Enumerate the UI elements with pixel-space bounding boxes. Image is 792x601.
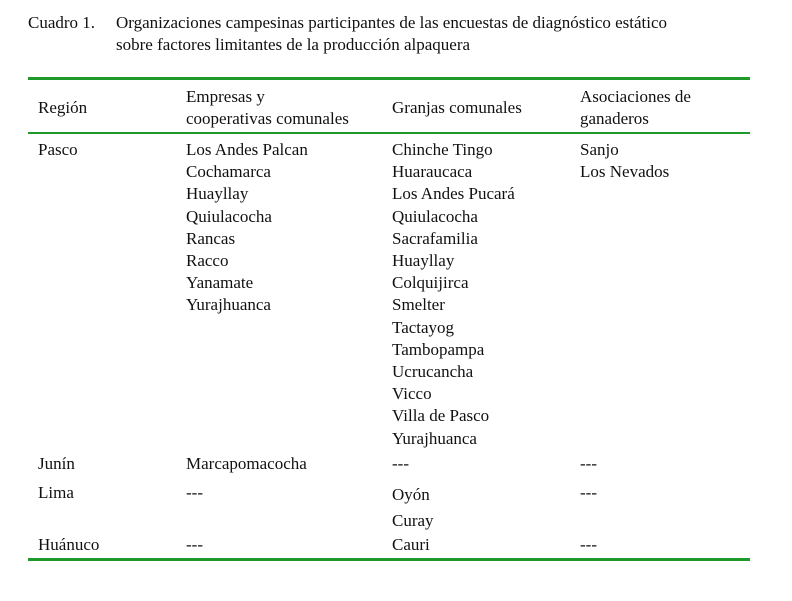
caption-line-2: sobre factores limitantes de la producción alpaquera <box>116 35 471 54</box>
caption-number: Cuadro 1. <box>28 13 96 32</box>
huanuco-asociaciones: --- <box>580 535 597 554</box>
list-item: Los Andes Pucará <box>392 184 515 204</box>
list-item: Vicco <box>392 384 432 404</box>
header-region: Región <box>38 98 88 117</box>
junin-asociaciones: --- <box>580 454 597 473</box>
table-top-rule <box>28 77 750 80</box>
header-empresas <box>186 86 349 130</box>
list-item: Tactayog <box>392 317 455 337</box>
list-item: Huayllay <box>392 251 455 271</box>
list-item: Yurajhuanca <box>186 295 271 315</box>
list-item: Cochamarca <box>186 162 271 182</box>
list-item: Huaraucaca <box>392 162 473 182</box>
lima-granjas-list <box>392 482 434 534</box>
list-item: Los Andes Palcan <box>186 140 308 159</box>
list-item: Smelter <box>392 295 445 315</box>
region-junin: Junín <box>38 454 75 473</box>
region-lima: Lima <box>38 483 74 502</box>
table-header-rule <box>28 132 750 134</box>
pasco-empresas-list <box>186 139 308 317</box>
list-item: Racco <box>186 251 229 271</box>
lima-asociaciones: --- <box>580 483 597 502</box>
list-item: Colquijirca <box>392 273 469 293</box>
list-item: Yurajhuanca <box>392 428 477 448</box>
list-item: Huayllay <box>186 184 249 204</box>
table-caption <box>28 12 756 56</box>
list-item: Tambopampa <box>392 339 485 359</box>
list-item: Los Nevados <box>580 162 670 182</box>
header-empresas-line-1: Empresas y <box>186 87 265 106</box>
list-item: Sacrafamilia <box>392 228 478 248</box>
list-item: Yanamate <box>186 273 254 293</box>
header-asociaciones-line-2: ganaderos <box>580 109 649 128</box>
list-item: Ucrucancha <box>392 362 474 382</box>
caption-line-1: Organizaciones campesinas participantes de las encuestas de diagnóstico estático <box>116 13 668 32</box>
junin-granjas: --- <box>392 454 409 473</box>
huanuco-empresas: --- <box>186 535 203 554</box>
pasco-granjas-list <box>392 139 515 450</box>
huanuco-granjas: Cauri <box>392 535 430 554</box>
list-item: Villa de Pasco <box>392 406 490 426</box>
header-empresas-line-2: cooperativas comunales <box>186 109 349 128</box>
table-bottom-rule <box>28 558 750 561</box>
pasco-asociaciones-list <box>580 139 669 183</box>
list-item: Oyón <box>392 485 430 504</box>
header-asociaciones-line-1: Asociaciones de <box>580 87 691 106</box>
list-item: Sanjo <box>580 140 619 159</box>
list-item: Curay <box>392 511 434 530</box>
caption-title <box>116 12 756 56</box>
header-asociaciones <box>580 86 691 130</box>
junin-empresas: Marcapomacocha <box>186 454 307 473</box>
list-item: Rancas <box>186 228 236 248</box>
list-item: Quiulacocha <box>392 206 478 226</box>
header-granjas: Granjas comunales <box>392 98 522 117</box>
list-item: Chinche Tingo <box>392 140 493 159</box>
lima-empresas: --- <box>186 483 203 502</box>
list-item: Quiulacocha <box>186 206 272 226</box>
region-huanuco: Huánuco <box>38 535 100 554</box>
region-pasco: Pasco <box>38 140 78 159</box>
